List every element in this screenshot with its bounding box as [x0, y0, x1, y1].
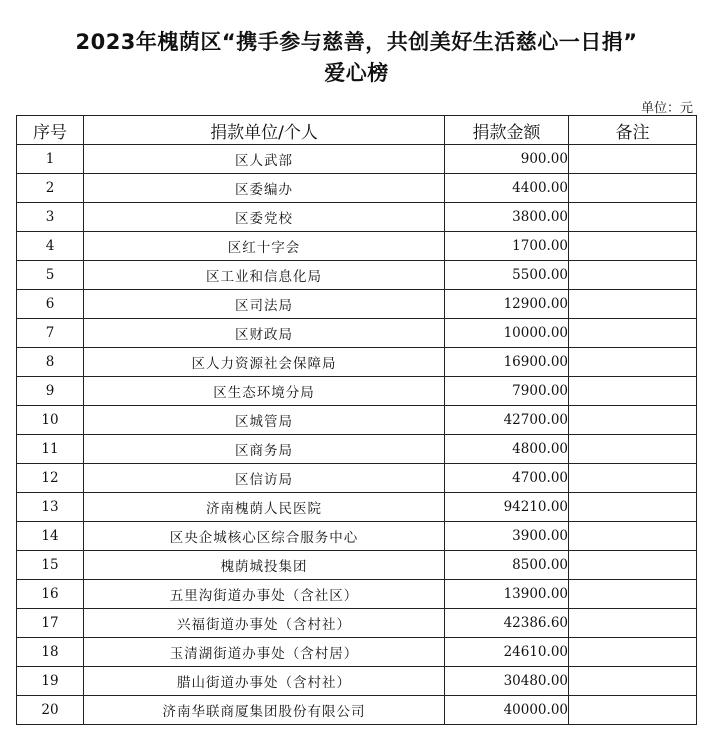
row-number: 16: [17, 580, 84, 609]
table-row: [17, 696, 697, 725]
table-row: [17, 319, 697, 348]
row-number: 10: [17, 406, 84, 435]
donor-name: 济南华联商厦集团股份有限公司: [84, 696, 445, 725]
donor-name: 区委编办: [84, 174, 445, 203]
header-remark: 备注: [569, 116, 697, 145]
table-row: [17, 406, 697, 435]
table-row: [17, 348, 697, 377]
table-row: [17, 667, 697, 696]
table-row: [17, 261, 697, 290]
donor-name: 区生态环境分局: [84, 377, 445, 406]
remark-cell: [569, 348, 697, 377]
unit-label: 单位：元: [640, 101, 693, 116]
row-number: 2: [17, 174, 84, 203]
donor-name: 区红十字会: [84, 232, 445, 261]
remark-cell: [569, 609, 697, 638]
remark-cell: [569, 493, 697, 522]
donor-name: 区央企城核心区综合服务中心: [84, 522, 445, 551]
row-number: 6: [17, 290, 84, 319]
table-row: [17, 609, 697, 638]
remark-cell: [569, 580, 697, 609]
table-row: [17, 551, 697, 580]
remark-cell: [569, 145, 697, 174]
row-number: 1: [17, 145, 84, 174]
remark-cell: [569, 464, 697, 493]
donation-amount: 42700.00: [445, 406, 569, 435]
donation-amount: 40000.00: [445, 696, 569, 725]
donation-amount: 3900.00: [445, 522, 569, 551]
donation-amount: 42386.60: [445, 609, 569, 638]
row-number: 12: [17, 464, 84, 493]
remark-cell: [569, 551, 697, 580]
remark-cell: [569, 174, 697, 203]
table-row: [17, 435, 697, 464]
remark-cell: [569, 696, 697, 725]
remark-cell: [569, 261, 697, 290]
donation-amount: 94210.00: [445, 493, 569, 522]
donation-amount: 1700.00: [445, 232, 569, 261]
table-header-row: [17, 116, 697, 145]
donation-amount: 30480.00: [445, 667, 569, 696]
donor-name: 区人武部: [84, 145, 445, 174]
row-number: 4: [17, 232, 84, 261]
donation-amount: 4700.00: [445, 464, 569, 493]
remark-cell: [569, 638, 697, 667]
donor-name: 区委党校: [84, 203, 445, 232]
donor-name: 兴福街道办事处（含村社）: [84, 609, 445, 638]
row-number: 5: [17, 261, 84, 290]
donation-amount: 4400.00: [445, 174, 569, 203]
row-number: 17: [17, 609, 84, 638]
donation-amount: 3800.00: [445, 203, 569, 232]
row-number: 9: [17, 377, 84, 406]
header-donor: 捐款单位/个人: [84, 116, 445, 145]
page-subtitle: 爱心榜: [324, 61, 389, 85]
remark-cell: [569, 667, 697, 696]
table-row: [17, 290, 697, 319]
remark-cell: [569, 377, 697, 406]
row-number: 19: [17, 667, 84, 696]
donor-name: 区商务局: [84, 435, 445, 464]
row-number: 7: [17, 319, 84, 348]
remark-cell: [569, 290, 697, 319]
row-number: 13: [17, 493, 84, 522]
remark-cell: [569, 522, 697, 551]
donation-amount: 12900.00: [445, 290, 569, 319]
row-number: 15: [17, 551, 84, 580]
row-number: 14: [17, 522, 84, 551]
table-row: [17, 638, 697, 667]
donation-amount: 7900.00: [445, 377, 569, 406]
header-no: 序号: [17, 116, 84, 145]
donor-name: 济南槐荫人民医院: [84, 493, 445, 522]
donor-name: 区城管局: [84, 406, 445, 435]
remark-cell: [569, 203, 697, 232]
donation-amount: 16900.00: [445, 348, 569, 377]
page-title: 2023年槐荫区“携手参与慈善，共创美好生活慈心一日捐”: [75, 30, 638, 54]
remark-cell: [569, 319, 697, 348]
donor-name: 区司法局: [84, 290, 445, 319]
table-row: [17, 174, 697, 203]
donation-amount: 13900.00: [445, 580, 569, 609]
row-number: 8: [17, 348, 84, 377]
table-row: [17, 522, 697, 551]
remark-cell: [569, 435, 697, 464]
donor-name: 槐荫城投集团: [84, 551, 445, 580]
donor-name: 区工业和信息化局: [84, 261, 445, 290]
row-number: 11: [17, 435, 84, 464]
table-row: [17, 377, 697, 406]
row-number: 3: [17, 203, 84, 232]
donor-name: 区人力资源社会保障局: [84, 348, 445, 377]
donation-amount: 8500.00: [445, 551, 569, 580]
header-amount: 捐款金额: [445, 116, 569, 145]
table-row: [17, 203, 697, 232]
table-row: [17, 580, 697, 609]
donation-table: [16, 115, 697, 725]
donation-amount: 4800.00: [445, 435, 569, 464]
table-row: [17, 145, 697, 174]
table-row: [17, 232, 697, 261]
donation-amount: 900.00: [445, 145, 569, 174]
donation-amount: 10000.00: [445, 319, 569, 348]
table-row: [17, 493, 697, 522]
table-row: [17, 464, 697, 493]
donor-name: 五里沟街道办事处（含社区）: [84, 580, 445, 609]
remark-cell: [569, 406, 697, 435]
row-number: 18: [17, 638, 84, 667]
donor-name: 区信访局: [84, 464, 445, 493]
donor-name: 腊山街道办事处（含村社）: [84, 667, 445, 696]
row-number: 20: [17, 696, 84, 725]
donor-name: 玉清湖街道办事处（含村居）: [84, 638, 445, 667]
donation-amount: 24610.00: [445, 638, 569, 667]
donation-amount: 5500.00: [445, 261, 569, 290]
donor-name: 区财政局: [84, 319, 445, 348]
remark-cell: [569, 232, 697, 261]
